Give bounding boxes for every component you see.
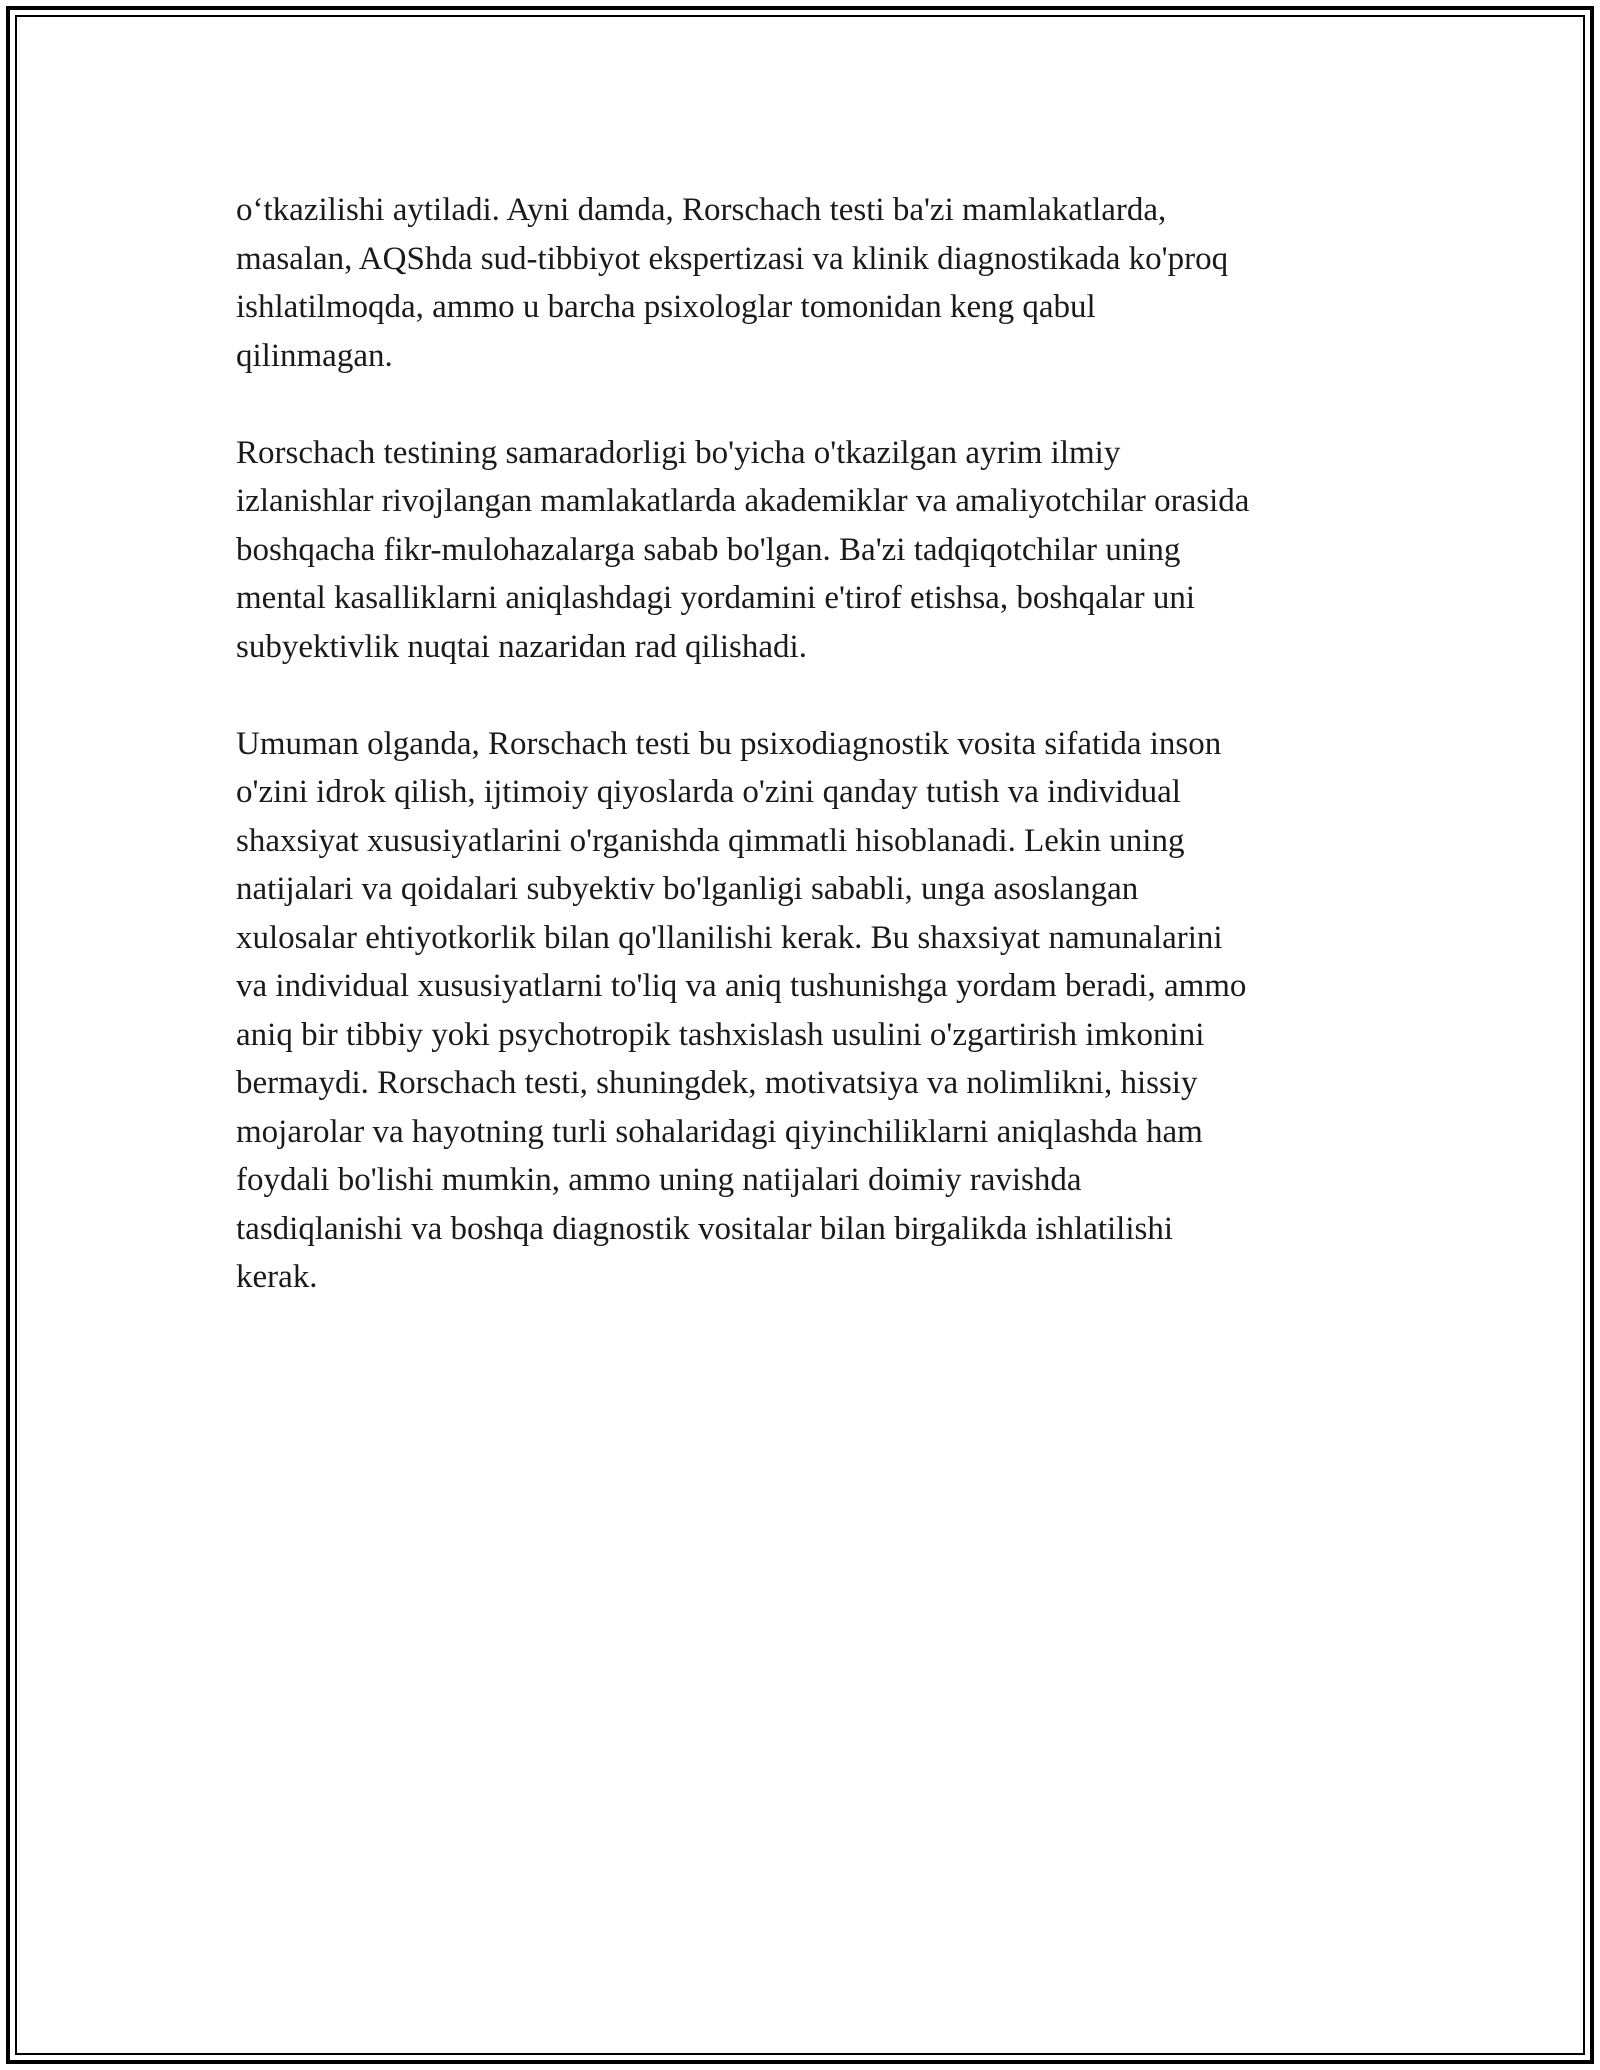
- paragraph-1: o‘tkazilishi aytiladi. Ayni damda, Rorschach testi ba'zi mamlakatlarda, masalan, AQShda sud-tibbiyot ekspertizasi va klinik diagnostikada ko'proq ishlatilmoqda, ammo u barcha psixologlar tomonidan keng qabul qilinmagan.: [236, 192, 1229, 374]
- document-body: [236, 186, 1372, 1350]
- paragraph-2: Rorschach testining samaradorligi bo'yicha o'tkazilgan ayrim ilmiy izlanishlar rivojlangan mamlakatlarda akademiklar va amaliyotchilar orasida boshqacha fikr-mulohazalarga sabab bo'lgan. Ba'zi tadqiqotchilar uning mental kasalliklarni aniqlashdagi yordamini e'tirof etishsa, boshqalar uni subyektivlik nuqtai nazaridan rad qilishadi.: [236, 434, 1250, 665]
- paragraph-3: Umuman olganda, Rorschach testi bu psixodiagnostik vosita sifatida inson o'zini idrok qilish, ijtimoiy qiyoslarda o'zini qanday tutish va individual shaxsiyat xususiyatlarini o'rganishda qimmatli hisoblanadi. Lekin uning natijalari va qoidalari subyektiv bo'lganligi sababli, unga asoslangan xulosalar ehtiyotkorlik bilan qo'llanilishi kerak. Bu shaxsiyat namunalarini va individual xususiyatlarni to'liq va aniq tushunishga yordam beradi, ammo aniq bir tibbiy yoki psychotropik tashxislash usulini o'zgartirish imkonini bermaydi. Rorschach testi, shuningdek, motivatsiya va nolimlikni, hissiy mojarolar va hayotning turli sohalaridagi qiyinchiliklarni aniqlashda ham foydali bo'lishi mumkin, ammo uning natijalari doimiy ravishda tasdiqlanishi va boshqa diagnostik vositalar bilan birgalikda ishlatilishi kerak.: [236, 725, 1247, 1295]
